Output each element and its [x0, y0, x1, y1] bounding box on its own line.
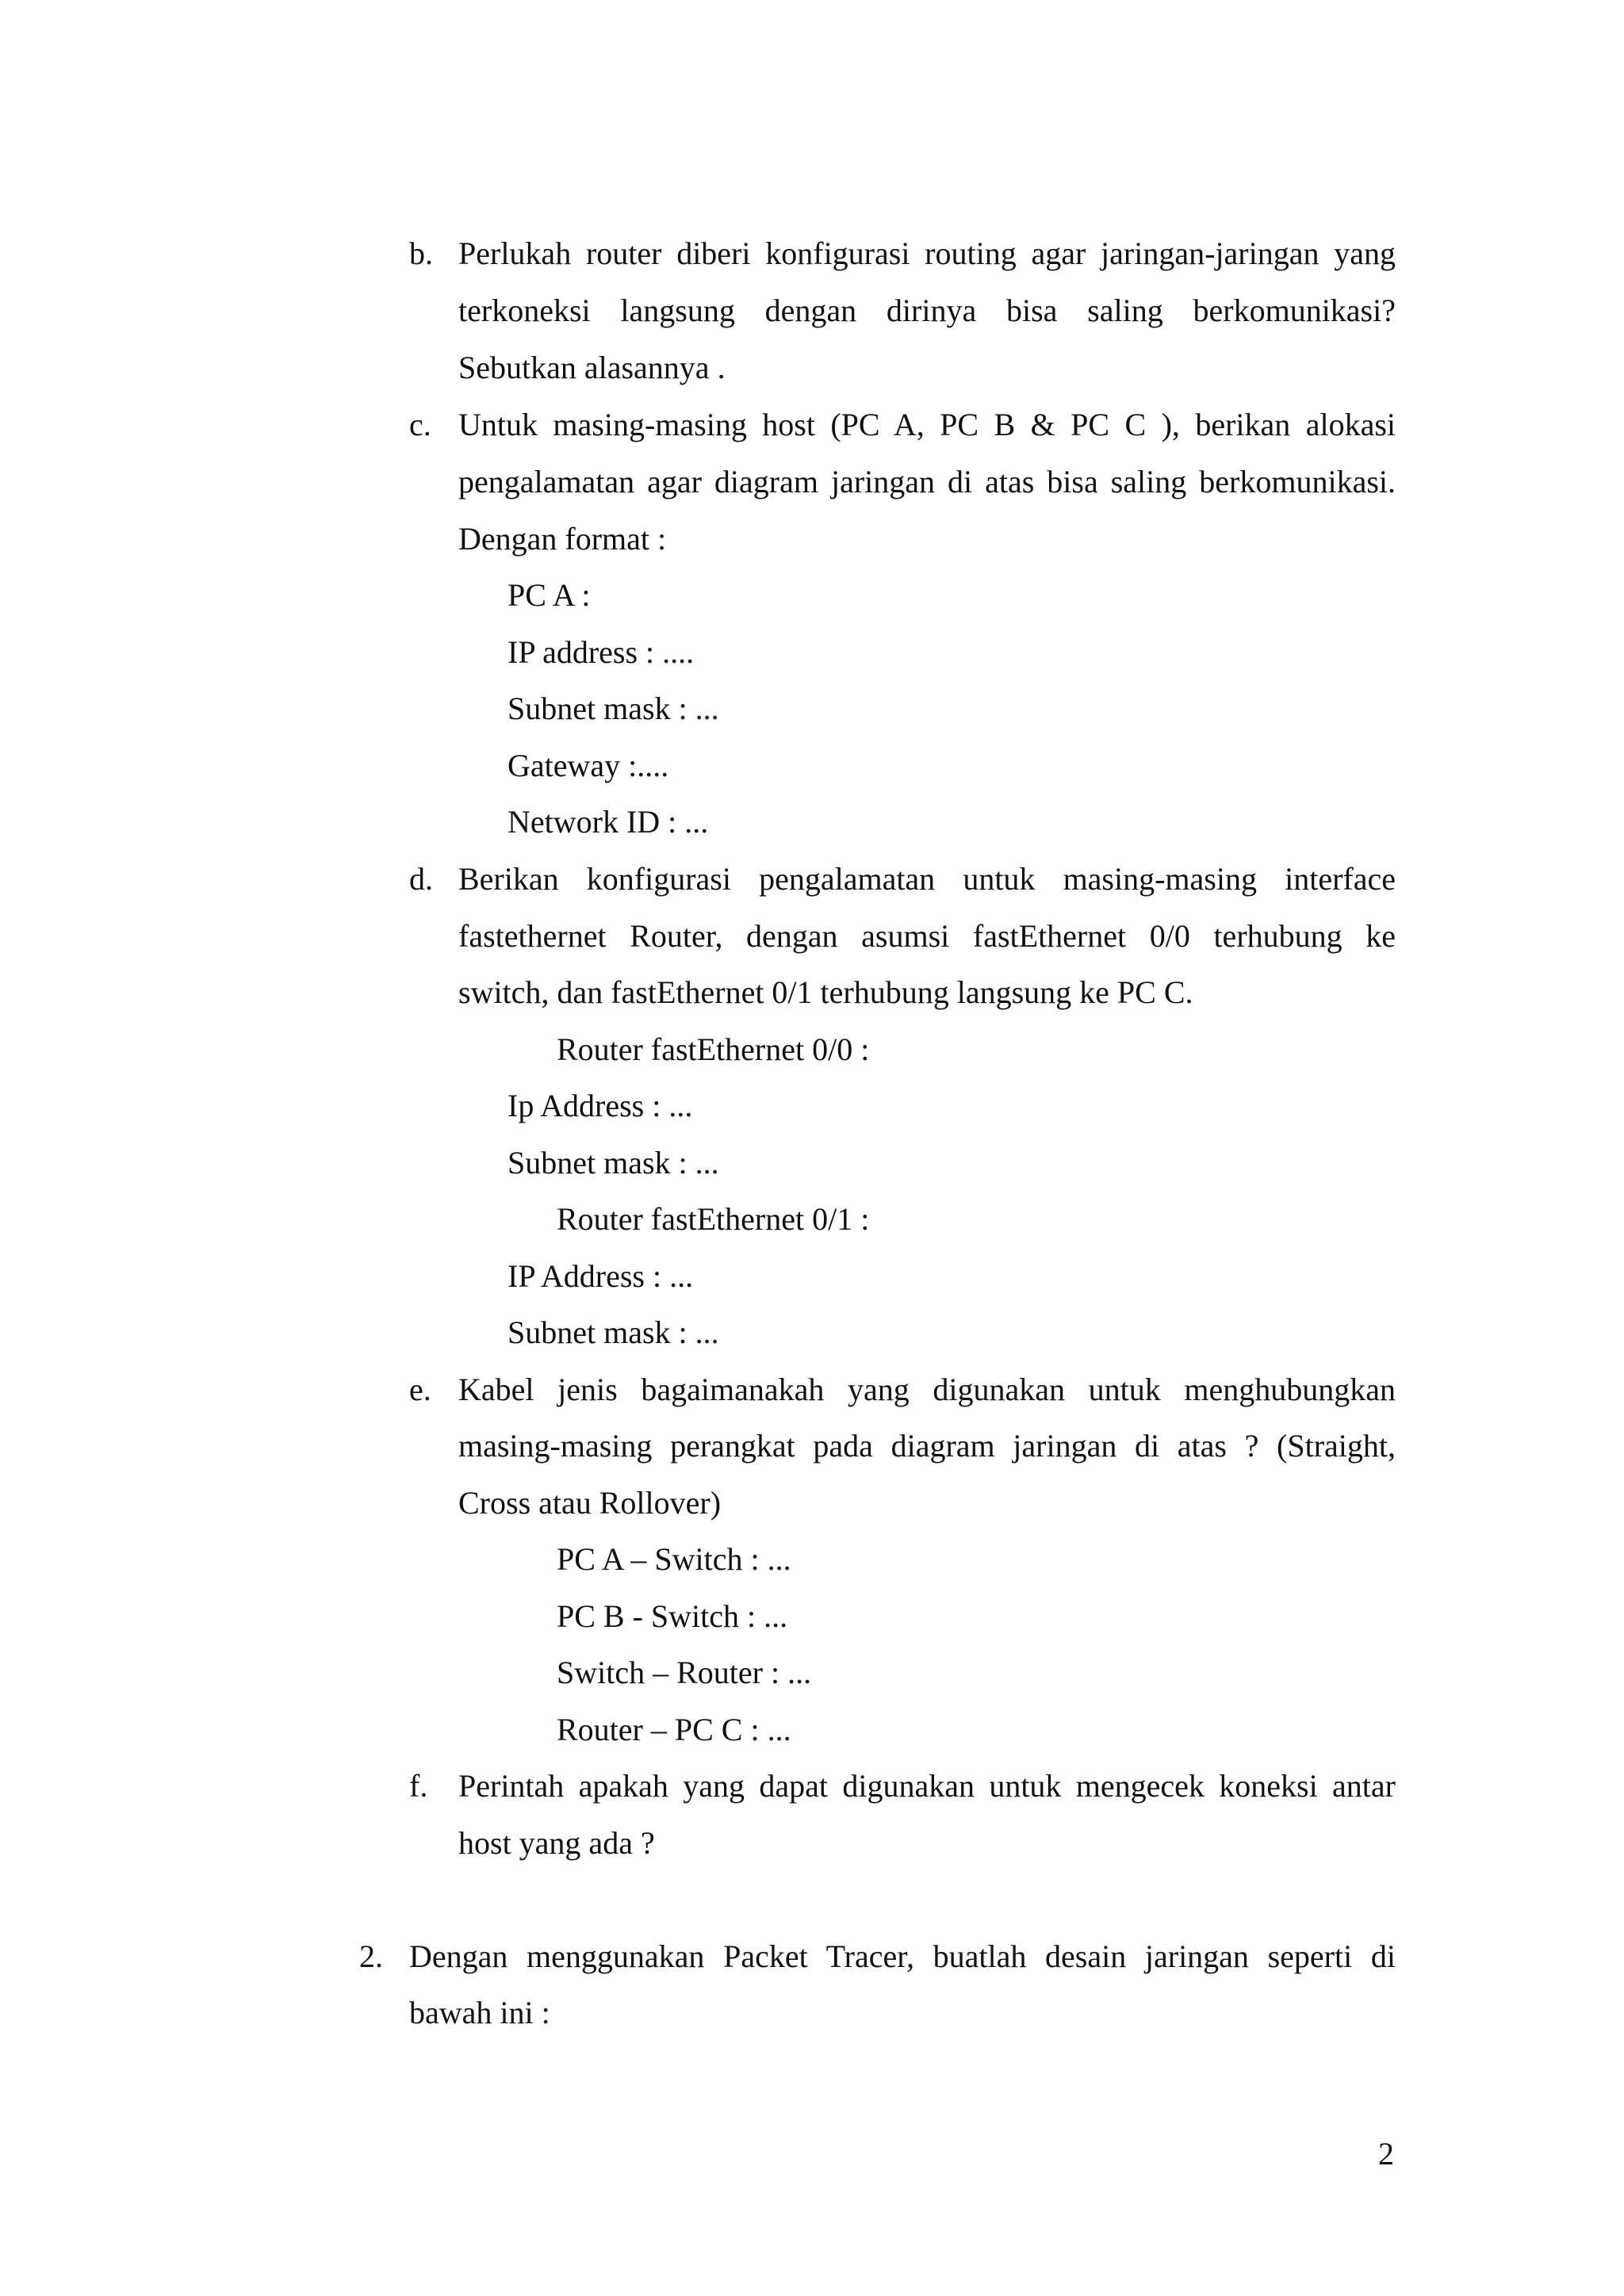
- item-c-line-1: Untuk masing-masing host (PC A, PC B & PC C ), berikan alokasi: [458, 407, 1396, 442]
- item-b-marker: b.: [409, 235, 433, 271]
- question-2-line-1: Dengan menggunakan Packet Tracer, buatlah desain jaringan seperti di: [409, 1938, 1396, 1974]
- item-f-line-2: host yang ada ?: [458, 1825, 655, 1861]
- item-d-fa01-heading: Router fastEthernet 0/1 :: [557, 1201, 870, 1237]
- item-f-line-1: Perintah apakah yang dapat digunakan untuk mengecek koneksi antar: [458, 1768, 1396, 1804]
- item-b-line-1: Perlukah router diberi konfigurasi routing agar jaringan-jaringan yang: [458, 235, 1396, 271]
- item-d-line-3: switch, dan fastEthernet 0/1 terhubung langsung ke PC C.: [458, 974, 1193, 1010]
- item-c-format-pc-a: PC A :: [508, 577, 591, 613]
- item-d-fa01-subnet-mask: Subnet mask : ...: [508, 1314, 719, 1350]
- page-number: 2: [1378, 2136, 1394, 2172]
- item-e-cable-router-pcc: Router – PC C : ...: [557, 1712, 791, 1747]
- item-f-marker: f.: [409, 1768, 428, 1804]
- item-e-cable-pcb-switch: PC B - Switch : ...: [557, 1598, 788, 1634]
- item-c-format-ip-address: IP address : ....: [508, 634, 695, 670]
- item-d-line-1: Berikan konfigurasi pengalamatan untuk masing-masing interface: [458, 861, 1396, 897]
- item-d-fa00-ip-address: Ip Address : ...: [508, 1088, 693, 1123]
- item-e-marker: e.: [409, 1372, 431, 1407]
- item-e-line-2: masing-masing perangkat pada diagram jaringan di atas ? (Straight,: [458, 1428, 1396, 1464]
- item-b-line-2: terkoneksi langsung dengan dirinya bisa saling berkomunikasi?: [458, 293, 1396, 328]
- question-2-line-2: bawah ini :: [409, 1995, 550, 2030]
- item-c-line-2: pengalamatan agar diagram jaringan di atas bisa saling berkomunikasi.: [458, 464, 1396, 499]
- item-e-cable-pca-switch: PC A – Switch : ...: [557, 1541, 791, 1577]
- item-c-format-gateway: Gateway :....: [508, 748, 669, 783]
- item-c-marker: c.: [409, 407, 431, 442]
- item-d-fa00-subnet-mask: Subnet mask : ...: [508, 1145, 719, 1181]
- item-c-format-subnet-mask: Subnet mask : ...: [508, 691, 719, 726]
- item-e-cable-switch-router: Switch – Router : ...: [557, 1655, 812, 1690]
- item-c-line-3: Dengan format :: [458, 521, 667, 557]
- item-d-fa00-heading: Router fastEthernet 0/0 :: [557, 1031, 870, 1067]
- item-c-format-network-id: Network ID : ...: [508, 804, 709, 840]
- item-b-line-3: Sebutkan alasannya .: [458, 350, 726, 385]
- item-d-marker: d.: [409, 861, 433, 897]
- item-e-line-1: Kabel jenis bagaimanakah yang digunakan untuk menghubungkan: [458, 1372, 1396, 1407]
- item-e-line-3: Cross atau Rollover): [458, 1485, 722, 1521]
- item-d-line-2: fastethernet Router, dengan asumsi fastEthernet 0/0 terhubung ke: [458, 918, 1396, 954]
- item-d-fa01-ip-address: IP Address : ...: [508, 1258, 694, 1294]
- question-2-marker: 2.: [359, 1938, 383, 1974]
